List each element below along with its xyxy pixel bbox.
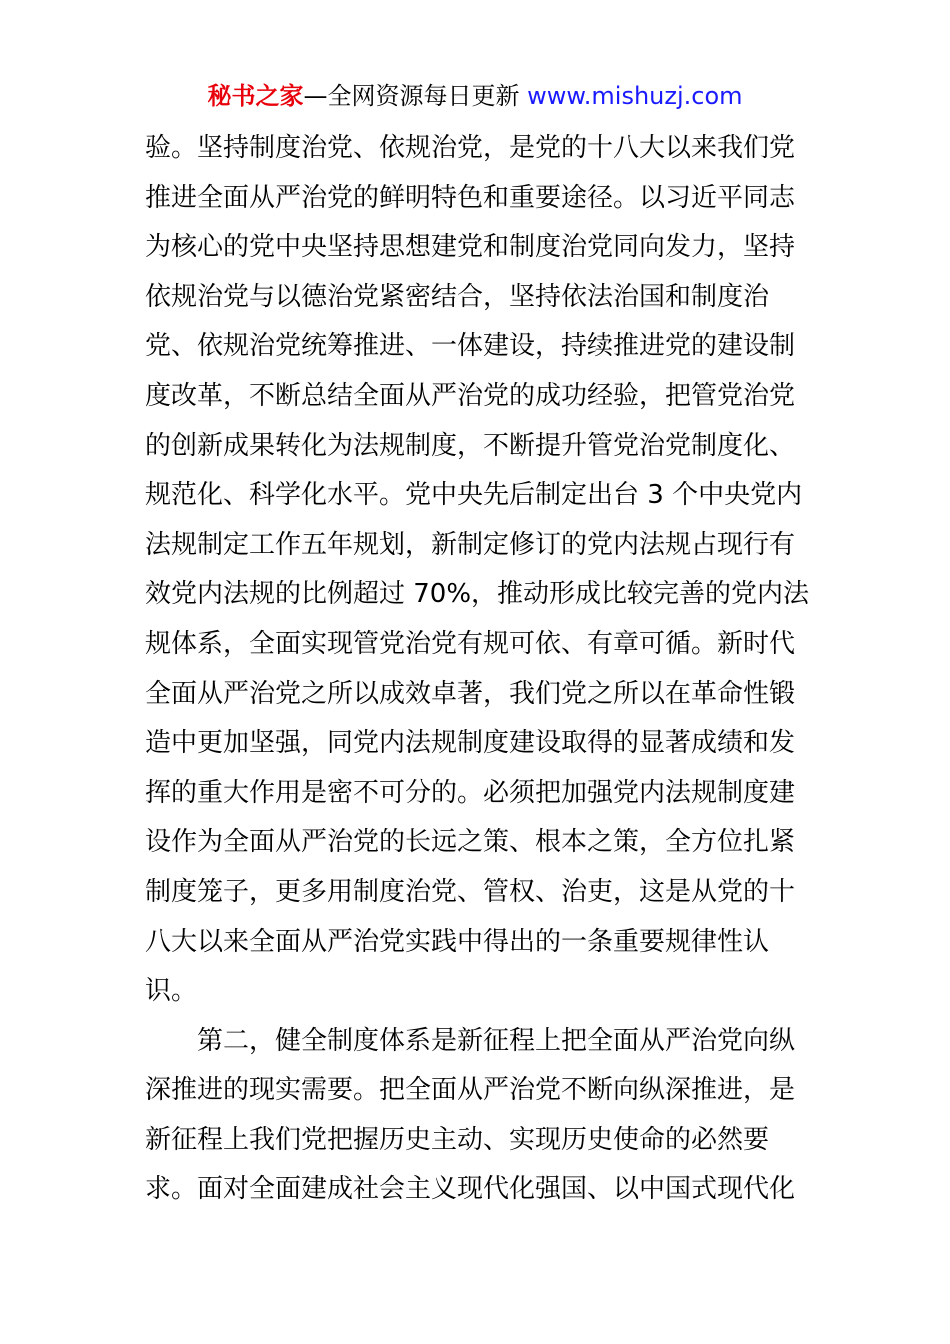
text-line: 党、依规治党统筹推进、一体建设，持续推进党的建设制 <box>145 331 796 362</box>
text-line: 新征程上我们党把握历史主动、实现历史使命的必然要 <box>145 1124 770 1155</box>
text-line: 深推进的现实需要。把全面从严治党不断向纵深推进，是 <box>145 1075 796 1106</box>
text-line: 挥的重大作用是密不可分的。必须把加强党内法规制度建 <box>145 777 796 808</box>
text-line: 规体系，全面实现管党治党有规可依、有章可循。新时代 <box>145 628 796 659</box>
document-body <box>145 124 815 1215</box>
paragraph <box>145 1017 815 1215</box>
text-line: 设作为全面从严治党的长远之策、根本之策，全方位扎紧 <box>145 827 796 858</box>
site-url-link[interactable]: www.mishuzj.com <box>527 82 743 110</box>
site-tagline: —全网资源每日更新 <box>303 82 528 110</box>
site-brand: 秘书之家 <box>207 82 304 110</box>
text-line: 效党内法规的比例超过 70%，推动形成比较完善的党内法 <box>145 579 810 610</box>
text-line: 法规制定工作五年规划，新制定修订的党内法规占现行有 <box>145 529 796 560</box>
text-line: 规范化、科学化水平。党中央先后制定出台 3 个中央党内 <box>145 480 803 511</box>
text-line: 度改革，不断总结全面从严治党的成功经验，把管党治党 <box>145 380 796 411</box>
paragraph <box>145 124 815 1017</box>
text-line: 识。 <box>145 976 198 1007</box>
text-line: 第二，健全制度体系是新征程上把全面从严治党向纵 <box>197 1025 796 1056</box>
text-line: 依规治党与以德治党紧密结合，坚持依法治国和制度治 <box>145 281 770 312</box>
text-line: 的创新成果转化为法规制度，不断提升管党治党制度化、 <box>145 430 796 461</box>
text-line: 推进全面从严治党的鲜明特色和重要途径。以习近平同志 <box>145 182 796 213</box>
text-line: 造中更加坚强，同党内法规制度建设取得的显著成绩和发 <box>145 728 796 759</box>
text-line: 为核心的党中央坚持思想建党和制度治党同向发力，坚持 <box>145 232 796 263</box>
text-line: 制度笼子，更多用制度治党、管权、治吏，这是从党的十 <box>145 876 796 907</box>
text-line: 全面从严治党之所以成效卓著，我们党之所以在革命性锻 <box>145 678 796 709</box>
page-header <box>0 80 950 112</box>
text-line: 八大以来全面从严治党实践中得出的一条重要规律性认 <box>145 926 770 957</box>
text-line: 求。面对全面建成社会主义现代化强国、以中国式现代化 <box>145 1174 796 1205</box>
text-line: 验。坚持制度治党、依规治党，是党的十八大以来我们党 <box>145 133 796 163</box>
